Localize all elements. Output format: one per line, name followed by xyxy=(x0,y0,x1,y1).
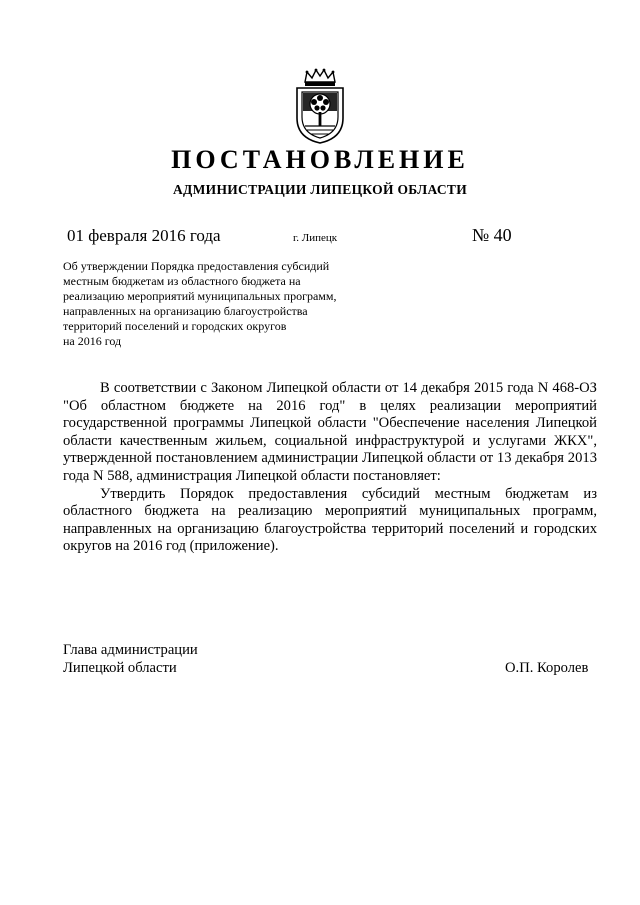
subject-line: направленных на организацию благоустройства xyxy=(63,304,308,318)
document-body xyxy=(63,380,597,556)
signatory-position xyxy=(63,641,198,677)
document-subtitle: АДМИНИСТРАЦИИ ЛИПЕЦКОЙ ОБЛАСТИ xyxy=(172,182,468,197)
signatory-name: О.П. Королев xyxy=(505,660,589,676)
subject-line: территорий поселений и городских округов xyxy=(63,319,287,333)
document-date: 01 февраля 2016 года xyxy=(67,226,221,245)
document-number: № 40 xyxy=(472,225,512,245)
document-city: г. Липецк xyxy=(293,232,338,244)
signatory-position-line: Липецкой области xyxy=(63,660,177,676)
coat-of-arms-icon xyxy=(293,68,347,144)
document-title: ПОСТАНОВЛЕНИЕ xyxy=(171,145,469,174)
subject-line: на 2016 год xyxy=(63,334,122,348)
body-paragraph: В соответствии с Законом Липецкой области от 14 декабря 2015 года N 468-ОЗ "Об областном бюджете на 2016 год" в целях реализации мероприятий государственной программы Липецкой области "Обеспечение населения Липецкой области качественным жильем, социальной инфраструктурой и услугами ЖКХ", утвержденной постановлением администрации Липецкой области от 13 декабря 2013 года N 588, администрация Липецкой области постановляет: xyxy=(63,380,597,484)
subject-line: местным бюджетам из областного бюджета на xyxy=(63,274,301,288)
body-paragraph: Утвердить Порядок предоставления субсидий местным бюджетам из областного бюджета на реализацию мероприятий муниципальных программ, направленных на организацию благоустройства территорий поселений и городских округов на 2016 год (приложение). xyxy=(63,485,597,555)
document-subject xyxy=(63,259,373,349)
signatory-position-line: Глава администрации xyxy=(63,642,198,658)
subject-line: Об утверждении Порядка предоставления субсидий xyxy=(63,259,330,273)
subject-line: реализацию мероприятий муниципальных программ, xyxy=(63,289,337,303)
